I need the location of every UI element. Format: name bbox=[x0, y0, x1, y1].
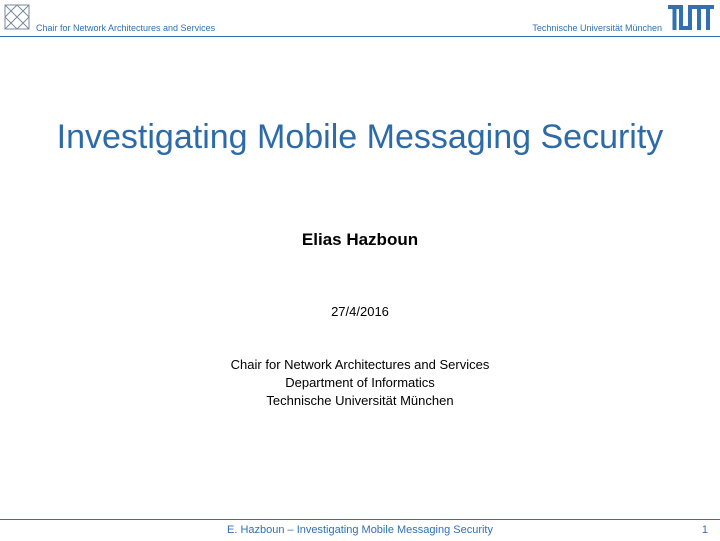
affiliation-university: Technische Universität München bbox=[266, 393, 454, 408]
slide-header bbox=[0, 0, 720, 40]
header-university-name: Technische Universität München bbox=[532, 23, 662, 33]
affiliation-block bbox=[0, 356, 720, 410]
presentation-date: 27/4/2016 bbox=[331, 304, 389, 319]
tum-logo-icon bbox=[668, 5, 714, 30]
footer-caption: E. Hazboun – Investigating Mobile Messaging Security bbox=[227, 524, 493, 536]
header-chair-name: Chair for Network Architectures and Services bbox=[36, 23, 216, 33]
slide-title: Investigating Mobile Messaging Security bbox=[56, 118, 664, 156]
page-number: 1 bbox=[701, 524, 708, 536]
footer-divider bbox=[0, 519, 720, 520]
author-name: Elias Hazboun bbox=[301, 230, 419, 249]
header-divider bbox=[0, 36, 720, 37]
affiliation-chair: Chair for Network Architectures and Services bbox=[230, 357, 490, 372]
affiliation-department: Department of Informatics bbox=[285, 375, 435, 390]
chair-network-logo-icon bbox=[4, 4, 30, 30]
